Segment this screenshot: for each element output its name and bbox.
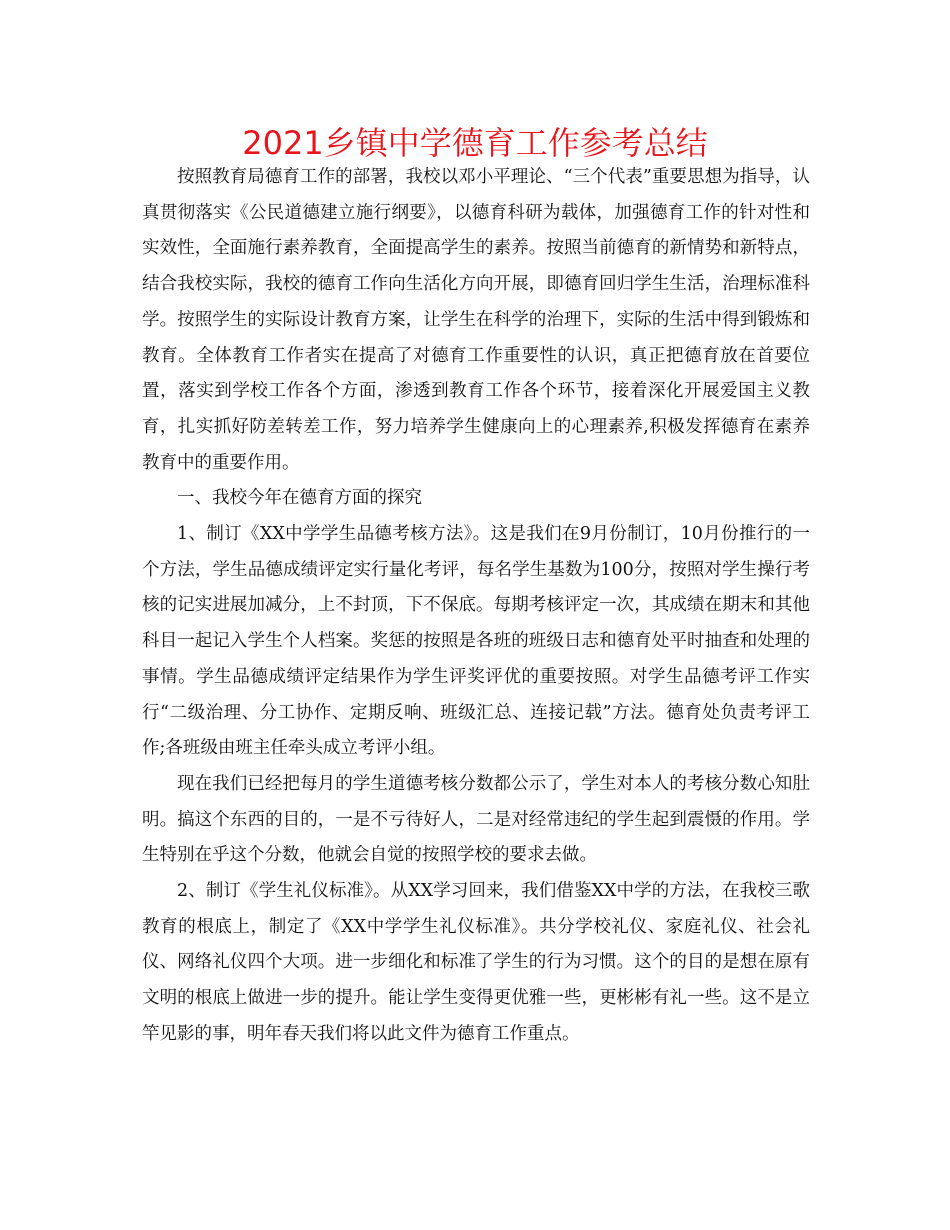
section-heading: 一、我校今年在德育方面的探究 [177,488,422,509]
paragraph-item-1-followup: 现在我们已经把每月的学生道德考核分数都公示了，学生对本人的考核分数心知肚明。搞这个东西的目的，一是不亏待好人，二是对经常违纪的学生起到震慑的作用。学生特别在乎这个分数，他就会自觉的按照学校的要求去做。 [142,773,810,866]
document-body [142,160,810,1053]
paragraph-intro: 按照教育局德育工作的部署，我校以邓小平理论、“三个代表”重要思想为指导，认真贯彻落实《公民道德建立施行纲要》，以德育科研为载体，加强德育工作的针对性和实效性，全面施行素养教育，全面提高学生的素养。按照当前德育的新情势和新特点，结合我校实际，我校的德育工作向生活化方向开展，即德育回归学生生活，治理标准科学。按照学生的实际设计教育方案，让学生在科学的治理下，实际的生活中得到锻炼和教育。全体教育工作者实在提高了对德育工作重要性的认识，真正把德育放在首要位置，落实到学校工作各个方面，渗透到教育工作各个环节，接着深化开展爱国主义教育，扎实抓好防差转差工作，努力培养学生健康向上的心理素养,积极发挥德育在素养教育中的重要作用。 [142,167,810,473]
paragraph-item-2: 2、制订《学生礼仪标准》。从XX学习回来，我们借鉴XX中学的方法，在我校三歌教育的根底上，制定了《XX中学学生礼仪标准》。共分学校礼仪、家庭礼仪、社会礼仪、网络礼仪四个大项。进一步细化和标准了学生的行为习惯。这个的目的是想在原有文明的根底上做进一步的提升。能让学生变得更优雅一些，更彬彬有礼一些。这不是立竿见影的事，明年春天我们将以此文件为德育工作重点。 [142,881,810,1044]
paragraph-item-1: 1、制订《XX中学学生品德考核方法》。这是我们在9月份制订，10月份推行的一个方法，学生品德成绩评定实行量化考评，每名学生基数为100分，按照对学生操行考核的记实进展加减分，上不封顶，下不保底。每期考核评定一次，其成绩在期末和其他科目一起记入学生个人档案。奖惩的按照是各班的班级日志和德育处平时抽查和处理的事情。学生品德成绩评定结果作为学生评奖评优的重要按照。对学生品德考评工作实行“二级治理、分工协作、定期反响、班级汇总、连接记载”方法。德育处负责考评工作;各班级由班主任牵头成立考评小组。 [142,524,810,759]
document-title: 2021乡镇中学德育工作参考总结 [242,124,708,162]
